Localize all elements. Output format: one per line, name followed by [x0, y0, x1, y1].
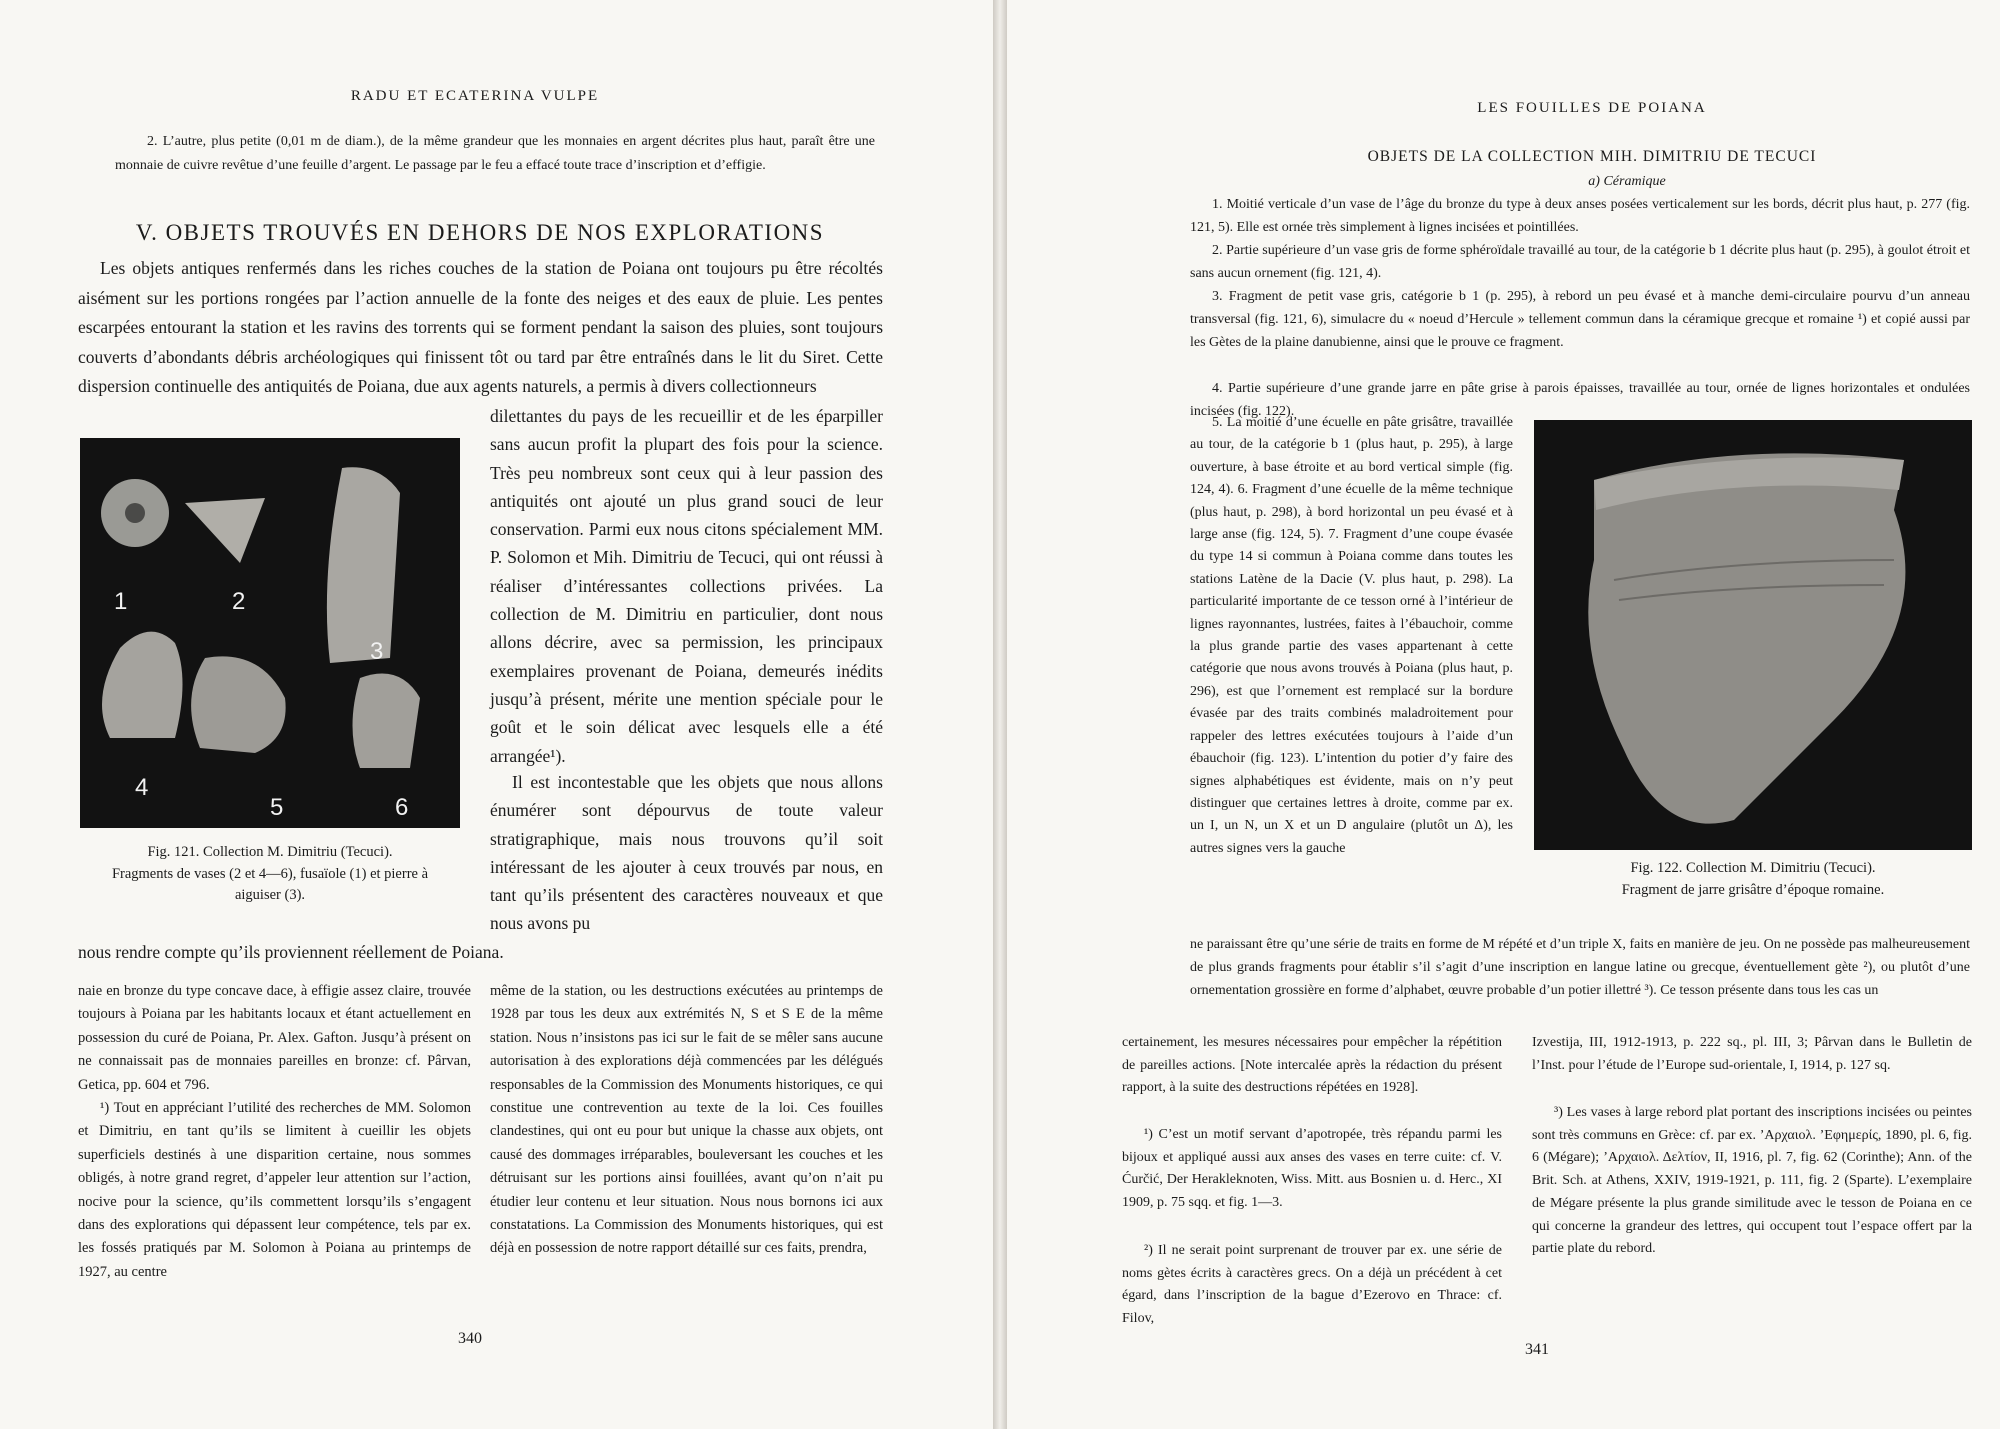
right-footnote-col1: certainement, les mesures nécessaires pour empêcher la répétition de pareilles actions. [Note intercalée après la rédaction du présent rapport, à la suite des destructions répétées en 1928].: [1122, 1035, 1502, 1096]
left-footnote-col1-note: ¹) Tout en appréciant l’utilité des recherches de MM. Solomon et Dimitriu, en tant qu’ils se limitent à cueillir les objets superficiels destinés à une disparition certaine, nous sommes obligés, à notre grand regret, d’appeler leur attention sur l’action, nocive pour la science, qu’ils commettent lorsqu’ils s’engagent dans des explorations qui dépassent leur compétence, tels par ex. les fossés pratiqués par M. Solomon à Poiana au printemps de 1927, au centre: [78, 1100, 471, 1280]
right-footnote-col2: Izvestija, III, 1912-1913, p. 222 sq., pl. III, 3; Pârvan dans le Bulletin de l’Inst. pour l’étude de l’Europe sud-orientale, I, 1914, p. 127 sq.: [1532, 1035, 1972, 1073]
right-item-3: 3. Fragment de petit vase gris, catégorie b 1 (p. 295), à rebord un peu évasé et à manche demi-circulaire pourvu d’un anneau transversal (fig. 121, 6), simulacre du « noeud d’Hercule » tellement commun dans la céramique grecque et romaine ¹) et copié aussi par les Gètes de la plaine danubienne, ainsi que le prouve ce fragment.: [1190, 289, 1970, 350]
right-page: [1007, 0, 2000, 1429]
figure-121-label-1: 1: [114, 588, 128, 615]
right-item-2: 2. Partie supérieure d’un vase gris de forme sphéroïdale travaillé au tour, de la catégorie b 1 décrite plus haut (p. 295), à goulot étroit et sans aucun ornement (fig. 121, 4).: [1190, 243, 1970, 281]
left-intro-paragraph: Les objets antiques renfermés dans les riches couches de la station de Poiana ont toujours pu être récoltés aisément sur les portions rongées par l’action annuelle de la fonte des neiges et des eaux de pluie. Les pentes escarpées entourant la station et les ravins des torrents qui se forment pendant la saison des pluies, sont toujours couverts d’abondants débris archéologiques qui finissent tôt ou tard par être entraînés dans le lit du Siret. Cette dispersion continuelle des antiquités de Poiana, due aux agents naturels, a permis à divers collectionneurs: [78, 258, 883, 396]
figure-122-caption-title: Fig. 122. Collection M. Dimitriu (Tecuci).: [1630, 860, 1876, 876]
left-page: [0, 0, 993, 1429]
right-running-head: LES FOUILLES DE POIANA: [1477, 100, 1707, 116]
left-footnote-col1: naie en bronze du type concave dace, à effigie assez claire, trouvée toujours à Poiana par les habitants locaux et étant actuellement en possession du curé de Poiana, Pr. Alex. Gafton. Jusqu’à présent on ne connaissait pas de monnaies pareilles en bronze: cf. Pârvan, Getica, pp. 604 et 796.: [78, 983, 471, 1093]
left-side-paragraph-1: dilettantes du pays de les recueillir et de les éparpiller sans aucun profit la plupart des fois pour la science. Très peu nombreux sont ceux qui à leur passion des antiquités ont ajouté un plus grand souci de leur conservation. Parmi eux nous citons spécialement MM. P. Solomon et Mih. Dimitriu de Tecuci, qui ont réussi à réaliser d’intéressantes collections privées. La collection de M. Dimitriu en particulier, dont nous allons décrire, avec sa permission, les principaux exemplaires provenant de Poiana, demeurés inédits jusqu’à présent, mérite une mention spéciale pour le goût et le soin délicat avec lesquels elle a été arrangée¹).: [490, 406, 883, 766]
left-tail-line: nous rendre compte qu’ils proviennent réellement de Poiana.: [78, 942, 504, 962]
right-footnote-col2-note3: ³) Les vases à large rebord plat portant des inscriptions incisées ou peintes sont très communs en Grèce: cf. par ex. ’Αρχαιολ. ’Εφημερίς, 1890, pl. 6, fig. 6 (Mégare); ’Αρχαιολ. Δελτίον, II, 1916, pl. 7, fig. 62 (Corinthe); Ann. of the Brit. Sch. at Athens, XXIV, 1919-1921, p. 111, fig. 2 (Sparte). L’exemplaire de Mégare présente la plus grande similitude avec le tesson de Poiana en ce qui concerne la grandeur des lettres, qui occupent tout l’espace offert par la partie plate du rebord.: [1532, 1105, 1972, 1257]
right-subsection: a) Céramique: [1588, 174, 1666, 189]
figure-122-drawing: [1534, 420, 1972, 850]
figure-121-label-5: 5: [270, 794, 284, 821]
figure-121-label-2: 2: [232, 588, 246, 615]
figure-122-caption-text: Fragment de jarre grisâtre d’époque romaine.: [1621, 882, 1885, 898]
left-section-title: V. OBJETS TROUVÉS EN DEHORS DE NOS EXPLORATIONS: [135, 220, 825, 245]
right-continuation: ne paraissant être qu’une série de traits en forme de M répété et d’un triple X, faits en manière de jeu. On ne possède pas malheureusement de plus grands fragments pour établir s’il s’agit d’une inscription en langue latine ou grecque, éventuellement gète ²), ou plutôt d’une ornementation grossière en forme d’alphabet, œuvre probable d’un potier illettré ³). Ce tesson présente dans tous les cas un: [1190, 937, 1970, 998]
left-top-note: 2. L’autre, plus petite (0,01 m de diam.), de la même grandeur que les monnaies en argent décrites plus haut, paraît être une monnaie de cuivre revêtue d’une feuille d’argent. Le passage par le feu a effacé toute trace d’inscription et d’effigie.: [115, 134, 875, 173]
right-page-number: 341: [1525, 1341, 1549, 1358]
left-side-paragraph-2: Il est incontestable que les objets que nous allons énumérer sont dépourvus de toute valeur stratigraphique, mais nous trouvons qu’il soit intéressant de les ajouter à ceux trouvés par nous, en tant qu’ils présentent des caractères nouveaux et que nous avons pu: [490, 772, 883, 934]
figure-121-label-6: 6: [395, 794, 409, 821]
right-item-1: 1. Moitié verticale d’un vase de l’âge du bronze du type à deux anses posées verticalement sur les bords, décrit plus haut, p. 277 (fig. 121, 5). Elle est ornée très simplement à lignes incisées et pointillées.: [1190, 197, 1970, 235]
right-footnote-col1-note2: ²) Il ne serait point surprenant de trouver par ex. une série de noms gètes écrits à caractères grecs. On a déjà un précédent à cet égard, dans l’inscription de la bague d’Ezerovo en Thrace: cf. Filov,: [1122, 1243, 1502, 1327]
figure-121-label-3: 3: [370, 638, 384, 665]
right-section-title: OBJETS DE LA COLLECTION MIH. DIMITRIU DE TECUCI: [1367, 148, 1817, 165]
figure-121-caption-text: Fragments de vases (2 et 4—6), fusaïole (1) et pierre à aiguiser (3).: [111, 866, 429, 903]
left-page-number: 340: [458, 1330, 482, 1347]
figure-121-drawing: [80, 438, 460, 828]
book-gutter: [993, 0, 1007, 1429]
figure-121-caption-title: Fig. 121. Collection M. Dimitriu (Tecuci).: [147, 844, 393, 860]
figure-121-image: [80, 438, 460, 828]
left-footnote-col2: même de la station, ou les destructions exécutées au printemps de 1928 par tous les deux aux extrémités N, S et S E de la même station. Nous n’insistons pas ici sur le fait de se mêler sans aucune autorisation à des explorations déjà commencées par les délégués responsables de la Commission des Monuments historiques, ce qui constitue une contrevention au texte de la loi. Ces fouilles clandestines, qui ont eu pour but unique la chasse aux objets, ont causé des dommages irréparables, bouleversant les couches et les détruisant sur les portions ainsi fouillées, avant qu’on n’ait pu étudier leur contenu et leur situation. Nous nous bornons ici aux constatations. La Commission des Monuments historiques, qui est déjà en possession de notre rapport détaillé sur ces faits, prendra,: [490, 983, 883, 1257]
figure-121-label-4: 4: [135, 774, 149, 801]
right-item-4: 4. Partie supérieure d’une grande jarre en pâte grise à parois épaisses, travaillée au tour, ornée de lignes horizontales et ondulées incisées (fig. 122).: [1190, 381, 1970, 419]
right-footnote-col1-note1: ¹) C’est un motif servant d’apotropée, très répandu parmi les bijoux et appliqué aussi aux anses des vases en terre cuite: cf. V. Ćurčić, Der Herakleknoten, Wiss. Mitt. aus Bosnien u. d. Herc., XI 1909, p. 75 sqq. et fig. 1—3.: [1122, 1127, 1502, 1211]
left-running-head: RADU ET ECATERINA VULPE: [350, 88, 600, 104]
right-column-text: 5. La moitié d’une écuelle en pâte grisâtre, travaillée au tour, de la catégorie b 1 (plus haut, p. 295), à large ouverture, à base étroite et au bord vertical simple (fig. 124, 4). 6. Fragment d’une écuelle de la même technique (plus haut, p. 298), à bord horizontal un peu évasé et à large anse (fig. 124, 5). 7. Fragment d’une coupe évasée du type 14 si commun à Poiana comme dans toutes les stations Latène de la Dacie (V. plus haut, p. 298). La particularité importante de ce tesson orné à l’intérieur de lignes rayonnantes, lustrées, faites à l’ébauchoir, comme la plus grande partie des vases appartenant à cette catégorie que nous avons trouvés à Poiana (plus haut, p. 296), est que l’ornement est remplacé sur la bordure évasée par des traits combinés maladroitement pour rappeler des lettres exécutées toujours à l’aide d’un ébauchoir (fig. 123). L’intention du potier d’y faire des signes alphabétiques est évidente, mais on n’y peut distinguer que certaines lettres à droite, comme par ex. un I, un N, un X et un D angulaire (plutôt un Δ), les autres signes vers la gauche: [1190, 415, 1513, 856]
figure-122-image: [1534, 420, 1972, 850]
